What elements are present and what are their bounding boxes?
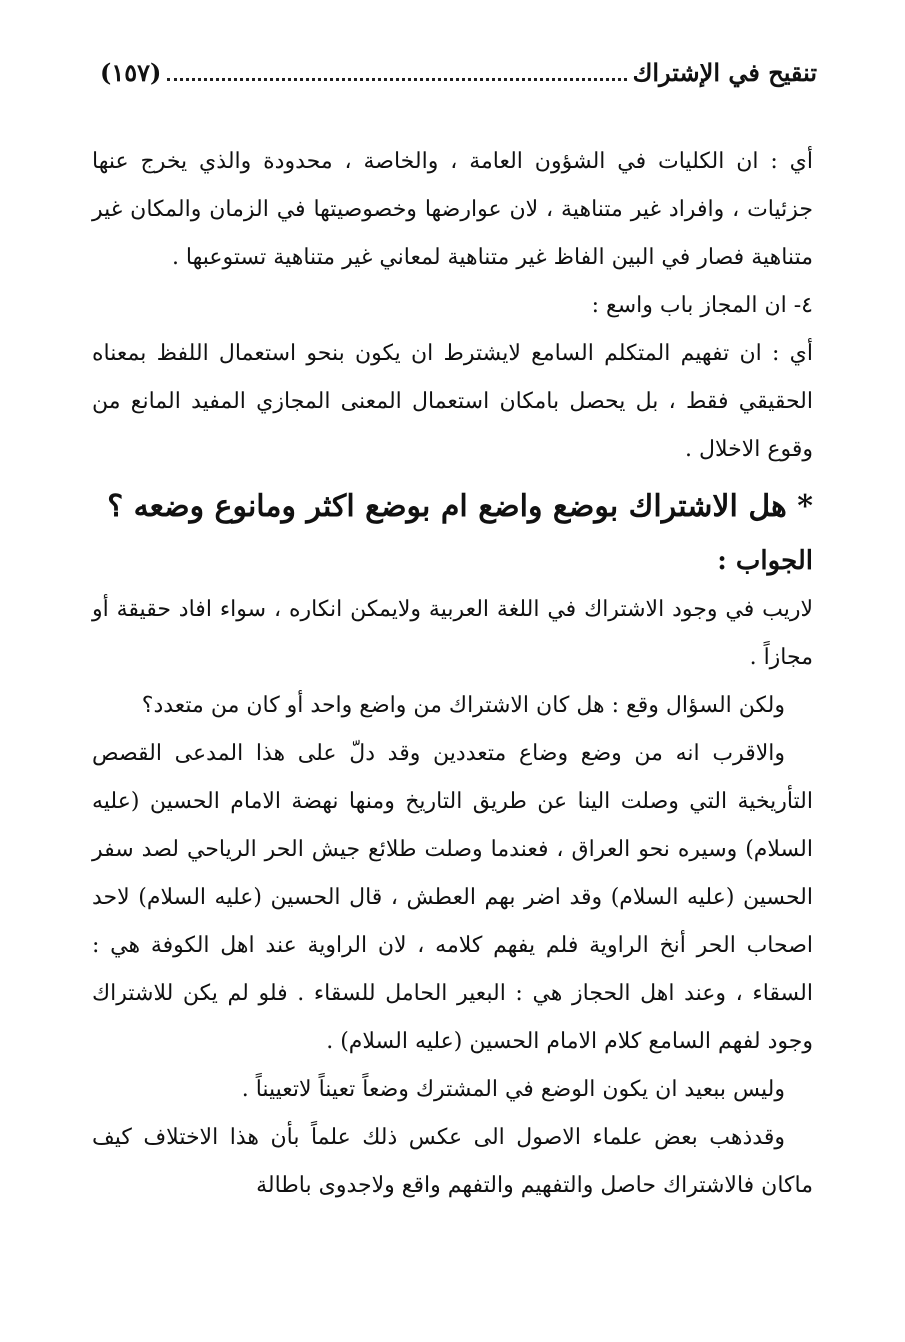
- page-header: [100, 52, 817, 92]
- answer-label: الجواب :: [717, 546, 813, 576]
- page-number: (١٥٧): [100, 57, 162, 87]
- paragraph-3: أي : ان تفهيم المتكلم السامع لايشترط ان يكون بنحو استعمال اللفظ بمعناه الحقيقي فقط ، بل يحصل بامكان استعمال المعنى المجازي المفيد المانع من وقوع الاخلال .: [92, 341, 813, 462]
- section-heading: * هل الاشتراك بوضع واضع ام بوضع اكثر ومانوع وضعه ؟: [107, 489, 813, 524]
- paragraph-1: أي : ان الكليات في الشؤون العامة ، والخاصة ، محدودة والذي يخرج عنها جزئيات ، وافراد غير متناهية ، لان عوارضها وخصوصيتها في الزمان والمكان غير متناهية فصار في البين الفاظ غير متناهية لمعاني غير متناهية تستوعبها .: [92, 149, 813, 270]
- paragraph-5: ولكن السؤال وقع : هل كان الاشتراك من واضع واحد أو كان من متعدد؟: [141, 693, 785, 718]
- running-title: تنقيح في الإشتراك: [632, 57, 817, 87]
- paragraph-6: والاقرب انه من وضع وضاع متعددين وقد دلّ على هذا المدعى القصص التأريخية التي وصلت الينا عن طريق التاريخ ومنها نهضة الامام الحسين (عليه السلام) وسيره نحو العراق ، فعندما وصلت طلائع جيش الحر الرياحي لصد سفر الحسين (عليه السلام) وقد اضر بهم العطش ، قال الحسين (عليه السلام) لاحد اصحاب الحر أنخ الراوية فلم يفهم كلامه ، لان الراوية عند اهل الكوفة هي : السقاء ، وعند اهل الحجاز هي : البعير الحامل للسقاء . فلو لم يكن للاشتراك وجود لفهم السامع كلام الامام الحسين (عليه السلام) .: [92, 741, 813, 1054]
- paragraph-4: لاريب في وجود الاشتراك في اللغة العربية ولايمكن انكاره ، سواء افاد حقيقة أو مجازاً .: [92, 597, 813, 670]
- paragraph-2: ٤- ان المجاز باب واسع :: [591, 293, 813, 318]
- header-leader-dots: [167, 64, 626, 81]
- paragraph-7: وليس ببعيد ان يكون الوضع في المشترك وضعاً تعيناً لاتعييناً .: [241, 1077, 785, 1102]
- paragraph-8: وقدذهب بعض علماء الاصول الى عكس ذلك علماً بأن هذا الاختلاف كيف ماكان فالاشتراك حاصل والتفهيم والتفهم واقع ولاجدوى باطالة: [92, 1125, 813, 1198]
- page-body: [92, 138, 813, 1210]
